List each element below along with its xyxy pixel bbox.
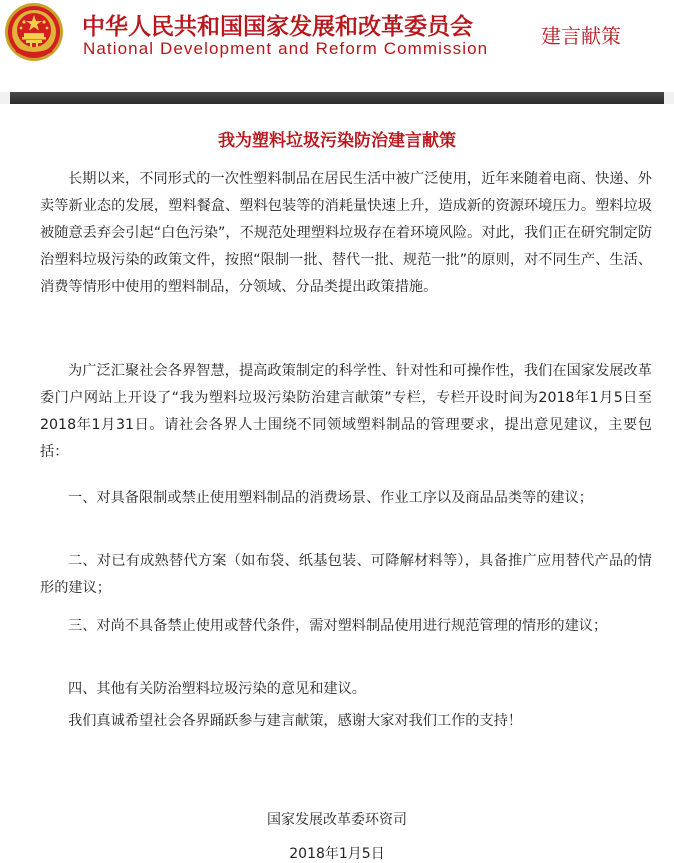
article-paragraph: 四、其他有关防治塑料垃圾污染的意见和建议。 [68,681,366,697]
signature-org: 国家发展改革委环资司 [267,812,407,828]
article-content [0,104,674,863]
site-title-cn: 中华人民共和国国家发展和改革委员会 [82,14,473,40]
header-divider-left [0,92,10,104]
article-paragraph: 为广泛汇聚社会各界智慧，提高政策制定的科学性、针对性和可操作性，我们在国家发展改革委门户网站上开设了“我为塑料垃圾污染防治建言献策”专栏，专栏开设时间为2018年1月5日至2018年1月31日。请社会各界人士围绕不同领域塑料制品的管理要求，提出意见建议，主要包括： [40,363,652,460]
header-divider-right [664,92,674,104]
national-emblem-icon [4,2,64,62]
article-paragraph: 三、对尚不具备禁止使用或替代条件，需对塑料制品使用进行规范管理的情形的建议； [68,618,608,634]
site-title-en: National Development and Reform Commission [83,39,489,58]
header-divider [10,92,664,104]
article-paragraph: 长期以来，不同形式的一次性塑料制品在居民生活中被广泛使用，近年来随着电商、快递、外卖等新业态的发展，塑料餐盒、塑料包装等的消耗量快速上升，造成新的资源环境压力。塑料垃圾被随意丢弃会引起“白色污染”，不规范处理塑料垃圾存在着环境风险。对此，我们正在研究制定防治塑料垃圾污染的政策文件，按照“限制一批、替代一批、规范一批”的原则，对不同生产、生活、消费等情形中使用的塑料制品，分领域、分品类提出政策措施。 [40,171,652,295]
article-title: 我为塑料垃圾污染防治建言献策 [218,131,456,151]
article-paragraph: 二、对已有成熟替代方案（如布袋、纸基包装、可降解材料等），具备推广应用替代产品的情形的建议； [40,553,652,596]
section-tag[interactable]: 建言献策 [541,24,621,48]
article-paragraph: 我们真诚希望社会各界踊跃参与建言献策，感谢大家对我们工作的支持！ [68,713,523,729]
article-paragraph: 一、对具备限制或禁止使用塑料制品的消费场景、作业工序以及商品品类等的建议； [68,490,593,506]
signature-date: 2018年1月5日 [289,846,385,862]
site-header [0,0,674,92]
